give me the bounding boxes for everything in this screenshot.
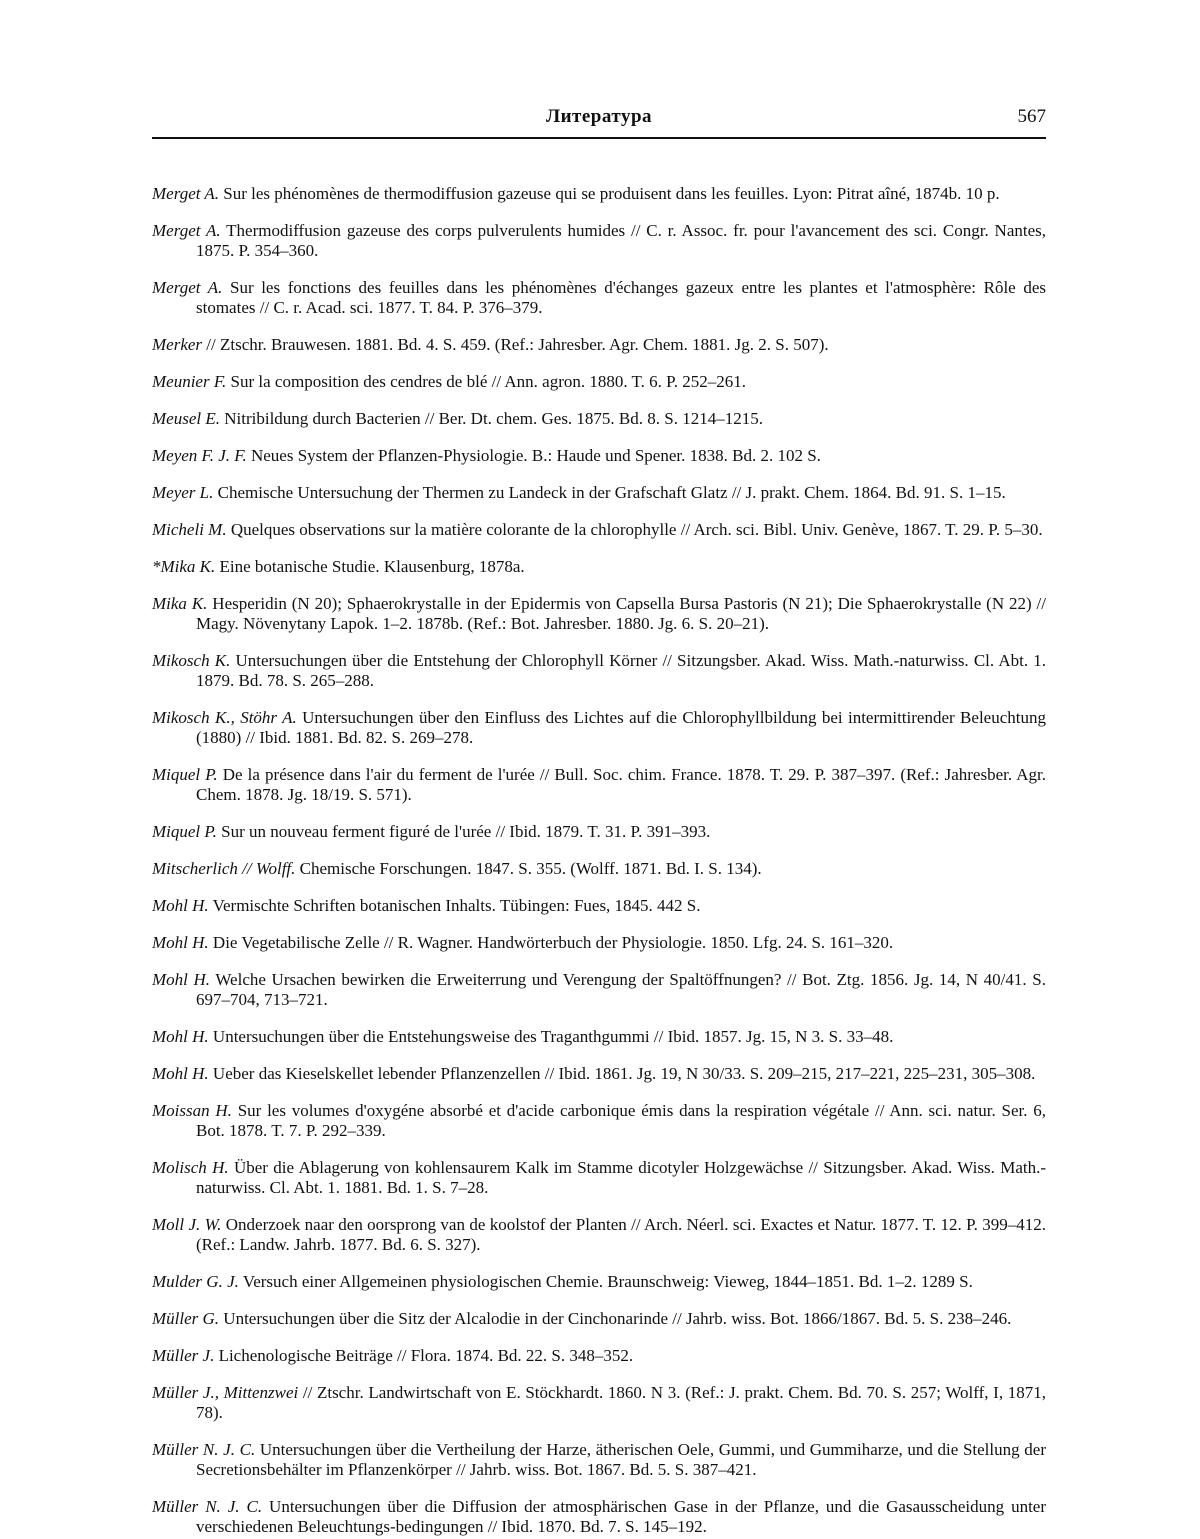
- entry-text: Untersuchungen über die Vertheilung der Harze, ätherischen Oele, Gummi, und Gummiharze, und die Stellung der Secretionsbehälter im Pflanzenkörper // Jahrb. wiss. Bot. 1867. Bd. 5. S. 387–421.: [196, 1440, 1046, 1479]
- bibliography-entry: [152, 896, 1046, 916]
- entry-text: Nitribildung durch Bacterien // Ber. Dt. chem. Ges. 1875. Bd. 8. S. 1214–1215.: [219, 409, 763, 428]
- bibliography-entry: [152, 1309, 1046, 1329]
- entry-author: Meyer L.: [152, 483, 214, 502]
- entry-text: Sur les phénomènes de thermodiffusion gazeuse qui se produisent dans les feuilles. Lyon: Pitrat aîné, 1874b. 10 p.: [219, 184, 1000, 203]
- entry-text: Lichenologische Beiträge // Flora. 1874. Bd. 22. S. 348–352.: [214, 1346, 634, 1365]
- bibliography-entry: [152, 859, 1046, 879]
- entry-text: Sur les fonctions des feuilles dans les phénomènes d'échanges gazeux entre les plantes et l'atmosphère: Rôle des stomates // C. r. Acad. sci. 1877. T. 84. P. 376–379.: [196, 278, 1046, 317]
- entry-text: Thermodiffusion gazeuse des corps pulverulents humides // C. r. Assoc. fr. pour l'avancement des sci. Congr. Nantes, 1875. P. 354–360.: [196, 221, 1046, 260]
- bibliography-entry: [152, 822, 1046, 842]
- entry-text: Welche Ursachen bewirken die Erweiterrung und Verengung der Spaltöffnungen? // Bot. Ztg. 1856. Jg. 14, N 40/41. S. 697–704, 713–721.: [196, 970, 1046, 1009]
- bibliography-entry: [152, 221, 1046, 261]
- bibliography-entry: [152, 1064, 1046, 1084]
- entry-text: Eine botanische Studie. Klausenburg, 1878a.: [215, 557, 525, 576]
- entry-author: Müller N. J. C.: [152, 1497, 263, 1516]
- bibliography-entry: [152, 1497, 1046, 1537]
- entry-author: Molisch H.: [152, 1158, 229, 1177]
- entry-text: Vermischte Schriften botanischen Inhalts. Tübingen: Fues, 1845. 442 S.: [208, 896, 701, 915]
- bibliography-entry: [152, 651, 1046, 691]
- entry-author: Mulder G. J.: [152, 1272, 239, 1291]
- bibliography-entry: [152, 1215, 1046, 1255]
- entry-author: Mikosch K., Stöhr A.: [152, 708, 297, 727]
- entry-text: Ueber das Kieselskellet lebender Pflanzenzellen // Ibid. 1861. Jg. 19, N 30/33. S. 209–215, 217–221, 225–231, 305–308.: [208, 1064, 1036, 1083]
- entry-author: Mikosch K.: [152, 651, 231, 670]
- entry-author: Müller J.: [152, 1346, 215, 1365]
- entry-text: Untersuchungen über den Einfluss des Lichtes auf die Chlorophyllbildung bei intermittirender Beleuchtung (1880) // Ibid. 1881. Bd. 82. S. 269–278.: [196, 708, 1046, 747]
- entry-text: Versuch einer Allgemeinen physiologischen Chemie. Braunschweig: Vieweg, 1844–1851. Bd. 1–2. 1289 S.: [238, 1272, 973, 1291]
- bibliography-entry: [152, 1346, 1046, 1366]
- bibliography-entry: [152, 1383, 1046, 1423]
- entry-text: // Ztschr. Brauwesen. 1881. Bd. 4. S. 459. (Ref.: Jahresber. Agr. Chem. 1881. Jg. 2. S. 507).: [202, 335, 829, 354]
- header-rule: [152, 137, 1046, 139]
- entry-author: Müller N. J. C.: [152, 1440, 256, 1459]
- entry-text: Sur la composition des cendres de blé // Ann. agron. 1880. T. 6. P. 252–261.: [226, 372, 747, 391]
- entry-author: Merker: [152, 335, 203, 354]
- entry-author: Mohl H.: [152, 1027, 209, 1046]
- entry-author: Miquel P.: [152, 822, 217, 841]
- entry-text: De la présence dans l'air du ferment de l'urée // Bull. Soc. chim. France. 1878. T. 29. P. 387–397. (Ref.: Jahresber. Agr. Chem. 1878. Jg. 18/19. S. 571).: [196, 765, 1046, 804]
- entry-author: Mohl H.: [152, 933, 209, 952]
- bibliography-entry: [152, 708, 1046, 748]
- entry-author: Mohl H.: [152, 970, 211, 989]
- bibliography-entry: [152, 1440, 1046, 1480]
- entry-author: Mohl H.: [152, 896, 209, 915]
- bibliography-entry: [152, 520, 1046, 540]
- bibliography-entry: [152, 1101, 1046, 1141]
- bibliography-entry: [152, 1272, 1046, 1292]
- entry-author: Mohl H.: [152, 1064, 209, 1083]
- entry-author: Meunier F.: [152, 372, 227, 391]
- bibliography-entry: [152, 765, 1046, 805]
- bibliography-entry: [152, 1027, 1046, 1047]
- entry-author: Merget A.: [152, 184, 220, 203]
- page-title: Литература: [545, 106, 653, 127]
- bibliography-entry: [152, 184, 1046, 204]
- entry-text: Hesperidin (N 20); Sphaerokrystalle in der Epidermis von Capsella Bursa Pastoris (N 21); Die Sphaerokrystalle (N 22) // Magy. Növenytany Lapok. 1–2. 1878b. (Ref.: Bot. Jahresber. 1880. Jg. 6. S. 20–21).: [196, 594, 1046, 633]
- entry-author: Meusel E.: [152, 409, 220, 428]
- page-header: [152, 106, 1046, 136]
- entry-author: Moissan H.: [152, 1101, 232, 1120]
- entry-text: Sur un nouveau ferment figuré de l'urée // Ibid. 1879. T. 31. P. 391–393.: [216, 822, 711, 841]
- entry-text: Neues System der Pflanzen-Physiologie. B.: Haude und Spener. 1838. Bd. 2. 102 S.: [246, 446, 821, 465]
- bibliography-entry: [152, 446, 1046, 466]
- entry-author: Micheli M.: [152, 520, 227, 539]
- entry-text: Untersuchungen über die Diffusion der atmosphärischen Gase in der Pflanze, und die Gasausscheidung unter verschiedenen Beleuchtungs-bedingungen // Ibid. 1870. Bd. 7. S. 145–192.: [196, 1497, 1046, 1536]
- bibliography-entry: [152, 933, 1046, 953]
- entry-text: Sur les volumes d'oxygéne absorbé et d'acide carbonique émis dans la respiration végétale // Ann. sci. natur. Ser. 6, Bot. 1878. T. 7. P. 292–339.: [196, 1101, 1046, 1140]
- bibliography-entry: [152, 483, 1046, 503]
- entry-author: Müller G.: [152, 1309, 220, 1328]
- entry-author: Moll J. W.: [152, 1215, 222, 1234]
- bibliography-entry: [152, 335, 1046, 355]
- entry-text: Über die Ablagerung von kohlensaurem Kalk im Stamme dicotyler Holzgewächse // Sitzungsber. Akad. Wiss. Math.-naturwiss. Cl. Abt. 1. 1881. Bd. 1. S. 7–28.: [196, 1158, 1046, 1197]
- entry-author: *Mika K.: [152, 557, 216, 576]
- bibliography-entry: [152, 557, 1046, 577]
- entry-text: Untersuchungen über die Entstehungsweise des Traganthgummi // Ibid. 1857. Jg. 15, N 3. S. 33–48.: [208, 1027, 894, 1046]
- entry-author: Merget A.: [152, 278, 223, 297]
- entry-author: Mika K.: [152, 594, 208, 613]
- bibliography-entry: [152, 970, 1046, 1010]
- entry-author: Meyen F. J. F.: [152, 446, 247, 465]
- entry-author: Merget A.: [152, 221, 221, 240]
- entry-text: Die Vegetabilische Zelle // R. Wagner. Handwörterbuch der Physiologie. 1850. Lfg. 24. S. 161–320.: [208, 933, 894, 952]
- entry-text: Onderzoek naar den oorsprong van de koolstof der Planten // Arch. Néerl. sci. Exactes et Natur. 1877. T. 12. P. 399–412. (Ref.: Landw. Jahrb. 1877. Bd. 6. S. 327).: [196, 1215, 1046, 1254]
- bibliography-entry: [152, 409, 1046, 429]
- entry-author: Müller J., Mittenzwei: [152, 1383, 299, 1402]
- entry-text: Untersuchungen über die Sitz der Alcalodie in der Cinchonarinde // Jahrb. wiss. Bot. 1866/1867. Bd. 5. S. 238–246.: [219, 1309, 1012, 1328]
- entry-text: Chemische Forschungen. 1847. S. 355. (Wolff. 1871. Bd. I. S. 134).: [295, 859, 762, 878]
- entry-text: Quelques observations sur la matière colorante de la chlorophylle // Arch. sci. Bibl. Univ. Genève, 1867. T. 29. P. 5–30.: [226, 520, 1043, 539]
- bibliography-entry: [152, 594, 1046, 634]
- page-number: 567: [1017, 106, 1046, 127]
- entry-author: Mitscherlich // Wolff.: [152, 859, 296, 878]
- bibliography-entry: [152, 278, 1046, 318]
- entry-text: // Ztschr. Landwirtschaft von E. Stöckhardt. 1860. N 3. (Ref.: J. prakt. Chem. Bd. 70. S. 257; Wolff, I, 1871, 78).: [196, 1383, 1046, 1422]
- entry-author: Miquel P.: [152, 765, 218, 784]
- bibliography-entry: [152, 372, 1046, 392]
- bibliography-entry: [152, 1158, 1046, 1198]
- entry-text: Chemische Untersuchung der Thermen zu Landeck in der Grafschaft Glatz // J. prakt. Chem. 1864. Bd. 91. S. 1–15.: [213, 483, 1006, 502]
- bibliography-list: [152, 167, 1046, 1539]
- entry-text: Untersuchungen über die Entstehung der Chlorophyll Körner // Sitzungsber. Akad. Wiss. Math.-naturwiss. Cl. Abt. 1. 1879. Bd. 78. S. 265–288.: [196, 651, 1047, 690]
